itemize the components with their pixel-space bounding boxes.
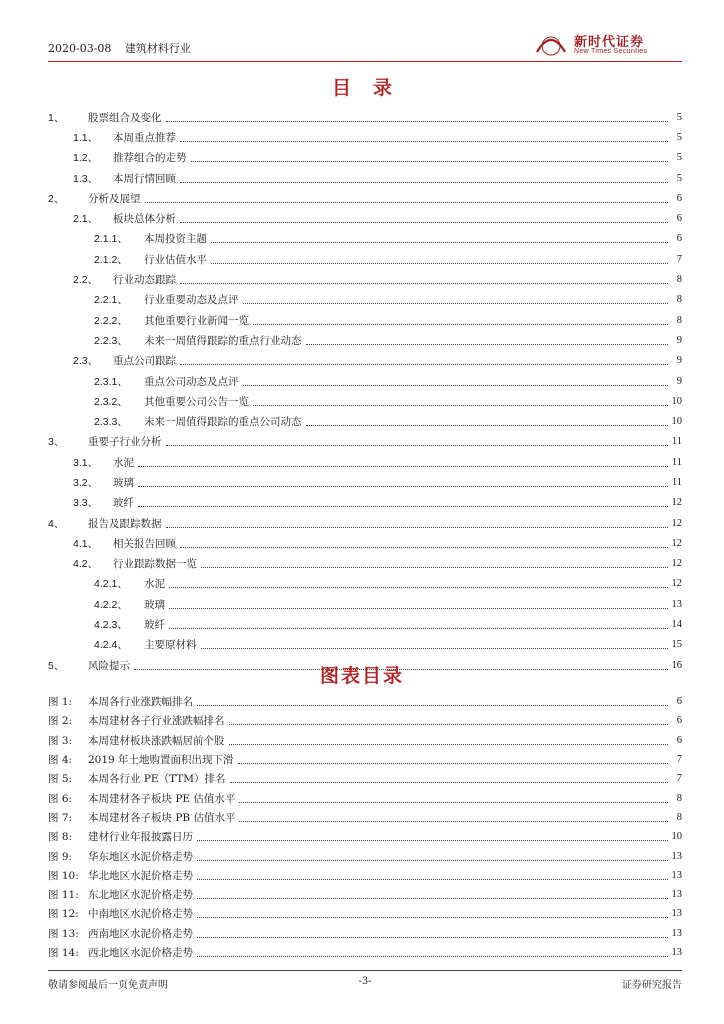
toc-entry[interactable]	[48, 249, 682, 269]
dot-leader	[180, 222, 668, 223]
dot-leader	[191, 161, 669, 162]
toc-entry-label: 其他重要公司公告一览	[144, 395, 249, 408]
figure-number: 图 8:	[48, 831, 73, 844]
figures-title: 图表目录	[319, 665, 404, 687]
figure-number: 图 3:	[48, 734, 73, 747]
toc-entry-number: 1.3、	[73, 172, 99, 185]
toc-entry-page: 12	[671, 558, 682, 570]
toc-entry-number: 3.3、	[73, 497, 99, 510]
toc-entry-label: 重点公司跟踪	[113, 355, 176, 368]
toc-entry-number: 4.1、	[73, 537, 99, 550]
toc-entry-label: 行业动态跟踪	[113, 274, 176, 287]
dot-leader	[166, 121, 669, 122]
toc-entry-number: 1.2、	[73, 152, 99, 165]
dot-leader	[201, 567, 668, 568]
toc-entry-label: 本周重点推荐	[113, 131, 176, 144]
toc-entry-number: 2.1.1、	[94, 233, 128, 246]
table-of-contents	[48, 107, 682, 675]
figure-number: 图 5:	[48, 773, 73, 786]
toc-entry-number: 1、	[48, 111, 65, 124]
toc-entry[interactable]	[48, 594, 682, 614]
dot-leader	[180, 182, 668, 183]
dot-leader	[138, 486, 668, 487]
figure-entry[interactable]	[48, 943, 682, 962]
figure-entry[interactable]	[48, 788, 682, 807]
dot-leader	[180, 141, 668, 142]
toc-entry[interactable]	[48, 513, 682, 533]
toc-entry[interactable]	[48, 614, 682, 634]
dot-leader	[138, 466, 668, 467]
toc-entry-page: 5	[676, 131, 682, 143]
dot-leader	[229, 744, 669, 745]
toc-entry-page: 10	[671, 416, 682, 428]
toc-entry-label: 行业跟踪数据一览	[113, 558, 197, 571]
toc-entry-page: 16	[671, 659, 682, 671]
figure-page: 6	[676, 734, 682, 746]
dot-leader	[197, 917, 668, 918]
toc-entry-page: 9	[676, 375, 682, 387]
toc-entry[interactable]	[48, 493, 682, 513]
toc-title: 目录	[331, 77, 414, 99]
toc-entry-page: 6	[676, 213, 682, 225]
toc-entry[interactable]	[48, 330, 682, 350]
toc-entry-page: 13	[671, 598, 682, 610]
figure-page: 6	[676, 715, 682, 727]
figure-label: 东北地区水泥价格走势	[88, 889, 193, 902]
toc-entry-page: 14	[671, 619, 682, 631]
figure-label: 西南地区水泥价格走势	[88, 927, 193, 940]
toc-entry-label: 未来一周值得跟踪的重点行业动态	[144, 334, 302, 347]
figure-number: 图 2:	[48, 715, 73, 728]
toc-entry[interactable]	[48, 472, 682, 492]
toc-entry-page: 12	[671, 578, 682, 590]
figure-number: 图 14:	[48, 947, 79, 959]
figure-label: 本周建材各子板块 PE 估值水平	[88, 792, 236, 805]
toc-entry-number: 3.2、	[73, 476, 99, 489]
figure-label: 本周各行业 PE（TTM）排名	[88, 773, 226, 786]
figure-label: 本周建材各子行业涨跌幅排名	[88, 715, 225, 728]
dot-leader	[197, 860, 668, 861]
toc-entry-number: 4.2.1、	[94, 578, 128, 591]
toc-entry-page: 12	[671, 517, 682, 529]
toc-entry-label: 水泥	[144, 578, 165, 591]
figure-label: 本周建材板块涨跌幅居前个股	[88, 734, 225, 747]
toc-entry[interactable]	[48, 148, 682, 168]
figure-label: 建材行业年报披露日历	[88, 831, 193, 844]
toc-entry-number: 2.3、	[73, 355, 99, 368]
toc-entry-number: 2.2.1、	[94, 294, 128, 307]
toc-entry-page: 7	[676, 253, 682, 265]
toc-entry-number: 3、	[48, 436, 65, 449]
toc-entry-page: 11	[671, 436, 682, 448]
toc-entry-label: 主要原材料	[144, 639, 197, 652]
toc-entry[interactable]	[48, 168, 682, 188]
toc-entry[interactable]	[48, 269, 682, 289]
figure-label: 西北地区水泥价格走势	[88, 947, 193, 959]
toc-entry[interactable]	[48, 411, 682, 431]
figure-number: 图 7:	[48, 811, 73, 824]
dot-leader	[239, 802, 668, 803]
toc-entry-label: 玻璃	[113, 476, 134, 489]
figure-page: 13	[671, 889, 682, 901]
figure-entry[interactable]	[48, 711, 682, 730]
figure-entry[interactable]	[48, 885, 682, 904]
toc-entry-number: 2.2.2、	[94, 314, 128, 327]
toc-entry-label: 本周投资主题	[144, 233, 207, 246]
dot-leader	[169, 587, 668, 588]
header-divider	[48, 61, 682, 62]
toc-entry-label: 板块总体分析	[113, 213, 176, 226]
dot-leader	[306, 425, 669, 426]
toc-entry-page: 6	[676, 233, 682, 245]
toc-entry-label: 水泥	[113, 456, 134, 469]
figure-page: 13	[671, 869, 682, 881]
toc-entry[interactable]	[48, 208, 682, 228]
dot-leader	[180, 547, 668, 548]
toc-entry-number: 4.2.2、	[94, 598, 128, 611]
footer-divider	[48, 970, 682, 971]
toc-entry[interactable]	[48, 229, 682, 249]
dot-leader	[253, 405, 668, 406]
toc-entry-number: 2.3.2、	[94, 395, 128, 408]
figure-entry[interactable]	[48, 750, 682, 769]
figure-label: 中南地区水泥价格走势	[88, 908, 193, 921]
toc-entry-number: 2.3.3、	[94, 416, 128, 429]
dot-leader	[197, 956, 668, 957]
toc-entry[interactable]	[48, 635, 682, 655]
figure-number: 图 9:	[48, 850, 73, 863]
disclaimer-note: 敬请参阅最后一页免责声明	[48, 980, 168, 991]
page-header	[48, 30, 682, 62]
toc-entry-label: 本周行情回顾	[113, 172, 176, 185]
figure-number: 图 13:	[48, 927, 79, 940]
figure-label: 2019 年土地购置面积出现下滑	[88, 754, 234, 767]
page-footer	[48, 976, 682, 992]
toc-entry-page: 11	[671, 476, 682, 488]
dot-leader	[197, 937, 668, 938]
figure-page: 13	[671, 947, 682, 958]
toc-entry-number: 3.1、	[73, 456, 99, 469]
figure-entry[interactable]	[48, 731, 682, 750]
toc-entry-label: 玻纤	[144, 619, 165, 632]
toc-entry-page: 5	[676, 152, 682, 164]
dot-leader	[166, 527, 669, 528]
toc-entry-label: 其他重要行业新闻一览	[144, 314, 249, 327]
figure-page: 7	[676, 773, 682, 785]
figure-label: 华东地区水泥价格走势	[88, 850, 193, 863]
toc-entry[interactable]	[48, 127, 682, 147]
dot-leader	[197, 898, 668, 899]
toc-entry-number: 2.1.2、	[94, 253, 128, 266]
figure-entry[interactable]	[48, 769, 682, 788]
toc-entry-label: 行业估值水平	[144, 253, 207, 266]
page-number: -3-	[358, 976, 372, 987]
toc-entry-label: 股票组合及变化	[88, 111, 162, 124]
dot-leader	[211, 263, 668, 264]
toc-entry-page: 8	[676, 294, 682, 306]
logo-english-name: New Times Securities	[574, 48, 648, 55]
toc-entry[interactable]	[48, 452, 682, 472]
toc-entry-number: 2.3.1、	[94, 375, 128, 388]
toc-entry[interactable]	[48, 290, 682, 310]
toc-entry-label: 重要子行业分析	[88, 436, 162, 449]
toc-entry-number: 2、	[48, 192, 65, 205]
figure-entry[interactable]	[48, 866, 682, 885]
figure-page: 8	[676, 792, 682, 804]
toc-entry-page: 5	[676, 172, 682, 184]
toc-entry-label: 推荐组合的走势	[113, 152, 187, 165]
dot-leader	[211, 242, 668, 243]
toc-entry-number: 4.2.3、	[94, 619, 128, 632]
dot-leader	[197, 840, 668, 841]
figure-page: 7	[676, 754, 682, 766]
dot-leader	[239, 821, 668, 822]
toc-entry-page: 8	[676, 314, 682, 326]
figure-number: 图 1:	[48, 696, 73, 709]
figure-entry[interactable]	[48, 846, 682, 865]
toc-entry[interactable]	[48, 554, 682, 574]
toc-entry-page: 9	[676, 355, 682, 367]
figure-page: 6	[676, 696, 682, 708]
dot-leader	[169, 628, 668, 629]
toc-entry[interactable]	[48, 533, 682, 553]
toc-entry-number: 4、	[48, 517, 65, 530]
toc-entry-number: 4.2、	[73, 558, 99, 571]
logo-badge-icon	[534, 32, 568, 58]
figure-list	[48, 692, 682, 962]
figure-number: 图 10:	[48, 869, 79, 882]
dot-leader	[138, 506, 668, 507]
toc-entry-label: 风险提示	[88, 659, 130, 672]
dot-leader	[180, 283, 668, 284]
figure-entry[interactable]	[48, 692, 682, 711]
toc-entry-label: 玻璃	[144, 598, 165, 611]
toc-entry-number: 1.1、	[73, 131, 99, 144]
toc-entry-page: 8	[676, 274, 682, 286]
toc-entry-page: 12	[671, 537, 682, 549]
toc-entry-label: 行业重要动态及点评	[144, 294, 239, 307]
figure-page: 8	[676, 811, 682, 823]
dot-leader	[253, 324, 668, 325]
dot-leader	[145, 202, 669, 203]
toc-entry-page: 11	[671, 456, 682, 468]
logo-chinese-name: 新时代证券	[574, 35, 645, 50]
toc-entry[interactable]	[48, 351, 682, 371]
toc-entry-number: 2.2、	[73, 274, 99, 287]
toc-entry[interactable]	[48, 432, 682, 452]
figure-page: 13	[671, 850, 682, 862]
dot-leader	[306, 344, 669, 345]
toc-entry-page: 12	[671, 497, 682, 509]
report-type: 证券研究报告	[622, 980, 682, 991]
figure-number: 图 6:	[48, 792, 73, 805]
dot-leader	[197, 879, 668, 880]
toc-entry-label: 重点公司动态及点评	[144, 375, 239, 388]
toc-entry-number: 4.2.4、	[94, 639, 128, 652]
dot-leader	[238, 763, 668, 764]
toc-entry-number: 5、	[48, 659, 65, 672]
toc-entry-label: 未来一周值得跟踪的重点公司动态	[144, 416, 302, 429]
figure-entry[interactable]	[48, 924, 682, 943]
dot-leader	[166, 445, 669, 446]
toc-entry-label: 分析及展望	[88, 192, 141, 205]
dot-leader	[243, 385, 669, 386]
toc-entry[interactable]	[48, 310, 682, 330]
toc-entry-label: 玻纤	[113, 497, 134, 510]
dot-leader	[197, 705, 668, 706]
figure-label: 本周各行业涨跌幅排名	[88, 696, 193, 709]
toc-entry[interactable]	[48, 391, 682, 411]
toc-entry-label: 相关报告回顾	[113, 537, 176, 550]
figure-entry[interactable]	[48, 808, 682, 827]
industry-name: 建筑材料行业	[124, 42, 191, 55]
dot-leader	[243, 303, 669, 304]
company-logo	[532, 30, 682, 60]
figure-entry[interactable]	[48, 904, 682, 923]
toc-entry[interactable]	[48, 371, 682, 391]
toc-entry-page: 9	[676, 334, 682, 346]
figure-page: 13	[671, 908, 682, 920]
report-date: 2020-03-08	[48, 42, 112, 55]
toc-entry-number: 2.2.3、	[94, 334, 128, 347]
toc-entry[interactable]	[48, 188, 682, 208]
figure-page: 10	[671, 831, 682, 843]
dot-leader	[229, 724, 669, 725]
toc-entry[interactable]	[48, 574, 682, 594]
figure-number: 图 12:	[48, 908, 79, 921]
toc-entry-label: 报告及跟踪数据	[88, 517, 162, 530]
toc-entry-page: 15	[671, 639, 682, 651]
toc-entry[interactable]	[48, 107, 682, 127]
header-text	[48, 40, 191, 56]
toc-entry-page: 5	[676, 111, 682, 123]
toc-entry-page: 6	[676, 192, 682, 204]
dot-leader	[180, 364, 668, 365]
toc-entry-page: 10	[671, 395, 682, 407]
dot-leader	[201, 648, 669, 649]
figure-label: 本周建材各子板块 PB 估值水平	[88, 811, 236, 824]
figure-label: 华北地区水泥价格走势	[88, 869, 193, 882]
dot-leader	[230, 782, 668, 783]
figure-entry[interactable]	[48, 827, 682, 846]
dot-leader	[169, 608, 668, 609]
figure-number: 图 4:	[48, 754, 73, 767]
figure-number: 图 11:	[48, 889, 79, 902]
figure-page: 13	[671, 927, 682, 939]
toc-entry-number: 2.1、	[73, 213, 99, 226]
